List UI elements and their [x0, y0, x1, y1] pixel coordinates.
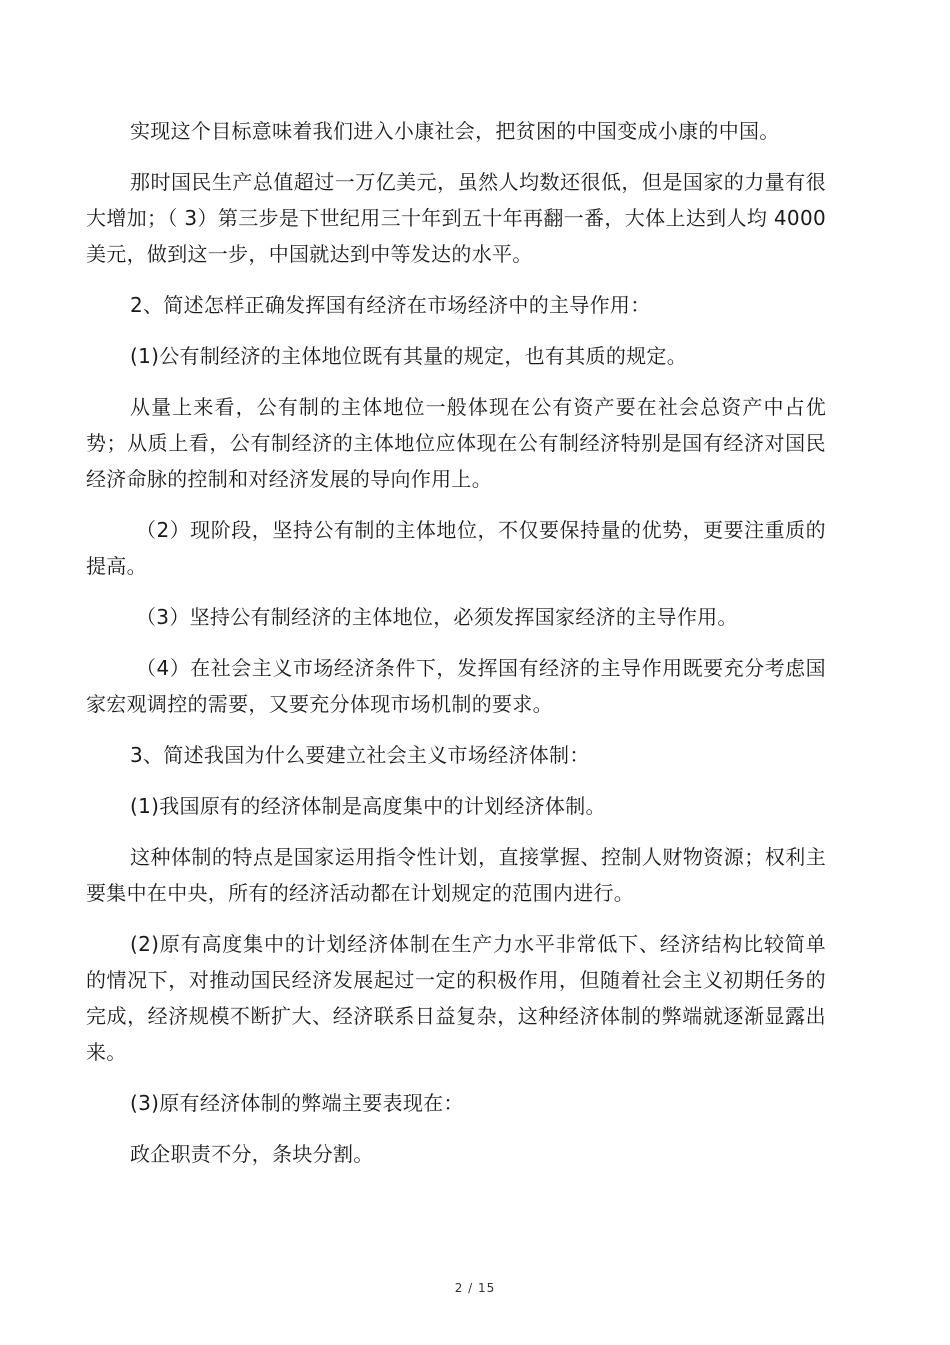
document-body	[86, 113, 826, 1187]
paragraph: 政企职责不分，条块分割。	[130, 1142, 374, 1166]
paragraph: 那时国民生产总值超过一万亿美元，虽然人均数还很低，但是国家的力量有很大增加；（ 3）第三步是下世纪用三十年到五十年再翻一番，大体上达到人均 4000 美元，做到这一步，中国就达到中等发达的水平。	[86, 170, 826, 266]
section-heading: 3、简述我国为什么要建立社会主义市场经济体制：	[130, 743, 590, 767]
paragraph: (2)原有高度集中的计划经济体制在生产力水平非常低下、经济结构比较简单的情况下，对推动国民经济发展起过一定的积极作用，但随着社会主义初期任务的完成，经济规模不断扩大、经济联系日益复杂，这种经济体制的弊端就逐渐显露出来。	[86, 932, 826, 1064]
paragraph: （2）现阶段，坚持公有制的主体地位，不仅要保持量的优势，更要注重质的提高。	[86, 518, 826, 578]
paragraph: （3）坚持公有制经济的主体地位，必须发挥国家经济的主导作用。	[136, 605, 738, 629]
section-heading: 2、简述怎样正确发挥国有经济在市场经济中的主导作用：	[130, 293, 651, 317]
paragraph: 从量上来看，公有制的主体地位一般体现在公有资产要在社会总资产中占优势；从质上看，公有制经济的主体地位应体现在公有制经济特别是国有经济对国民经济命脉的控制和对经济发展的导向作用上。	[86, 395, 826, 491]
paragraph: 这种体制的特点是国家运用指令性计划，直接掌握、控制人财物资源；权利主要集中在中央，所有的经济活动都在计划规定的范围内进行。	[86, 845, 826, 905]
paragraph: (1)公有制经济的主体地位既有其量的规定，也有其质的规定。	[130, 344, 688, 368]
paragraph: (3)原有经济体制的弊端主要表现在：	[130, 1091, 464, 1115]
page-number: 2 / 15	[454, 1281, 496, 1295]
paragraph: (1)我国原有的经济体制是高度集中的计划经济体制。	[130, 794, 606, 818]
paragraph: 实现这个目标意味着我们进入小康社会，把贫困的中国变成小康的中国。	[130, 119, 780, 143]
paragraph: （4）在社会主义市场经济条件下，发挥国有经济的主导作用既要充分考虑国家宏观调控的需要，又要充分体现市场机制的要求。	[86, 656, 826, 716]
